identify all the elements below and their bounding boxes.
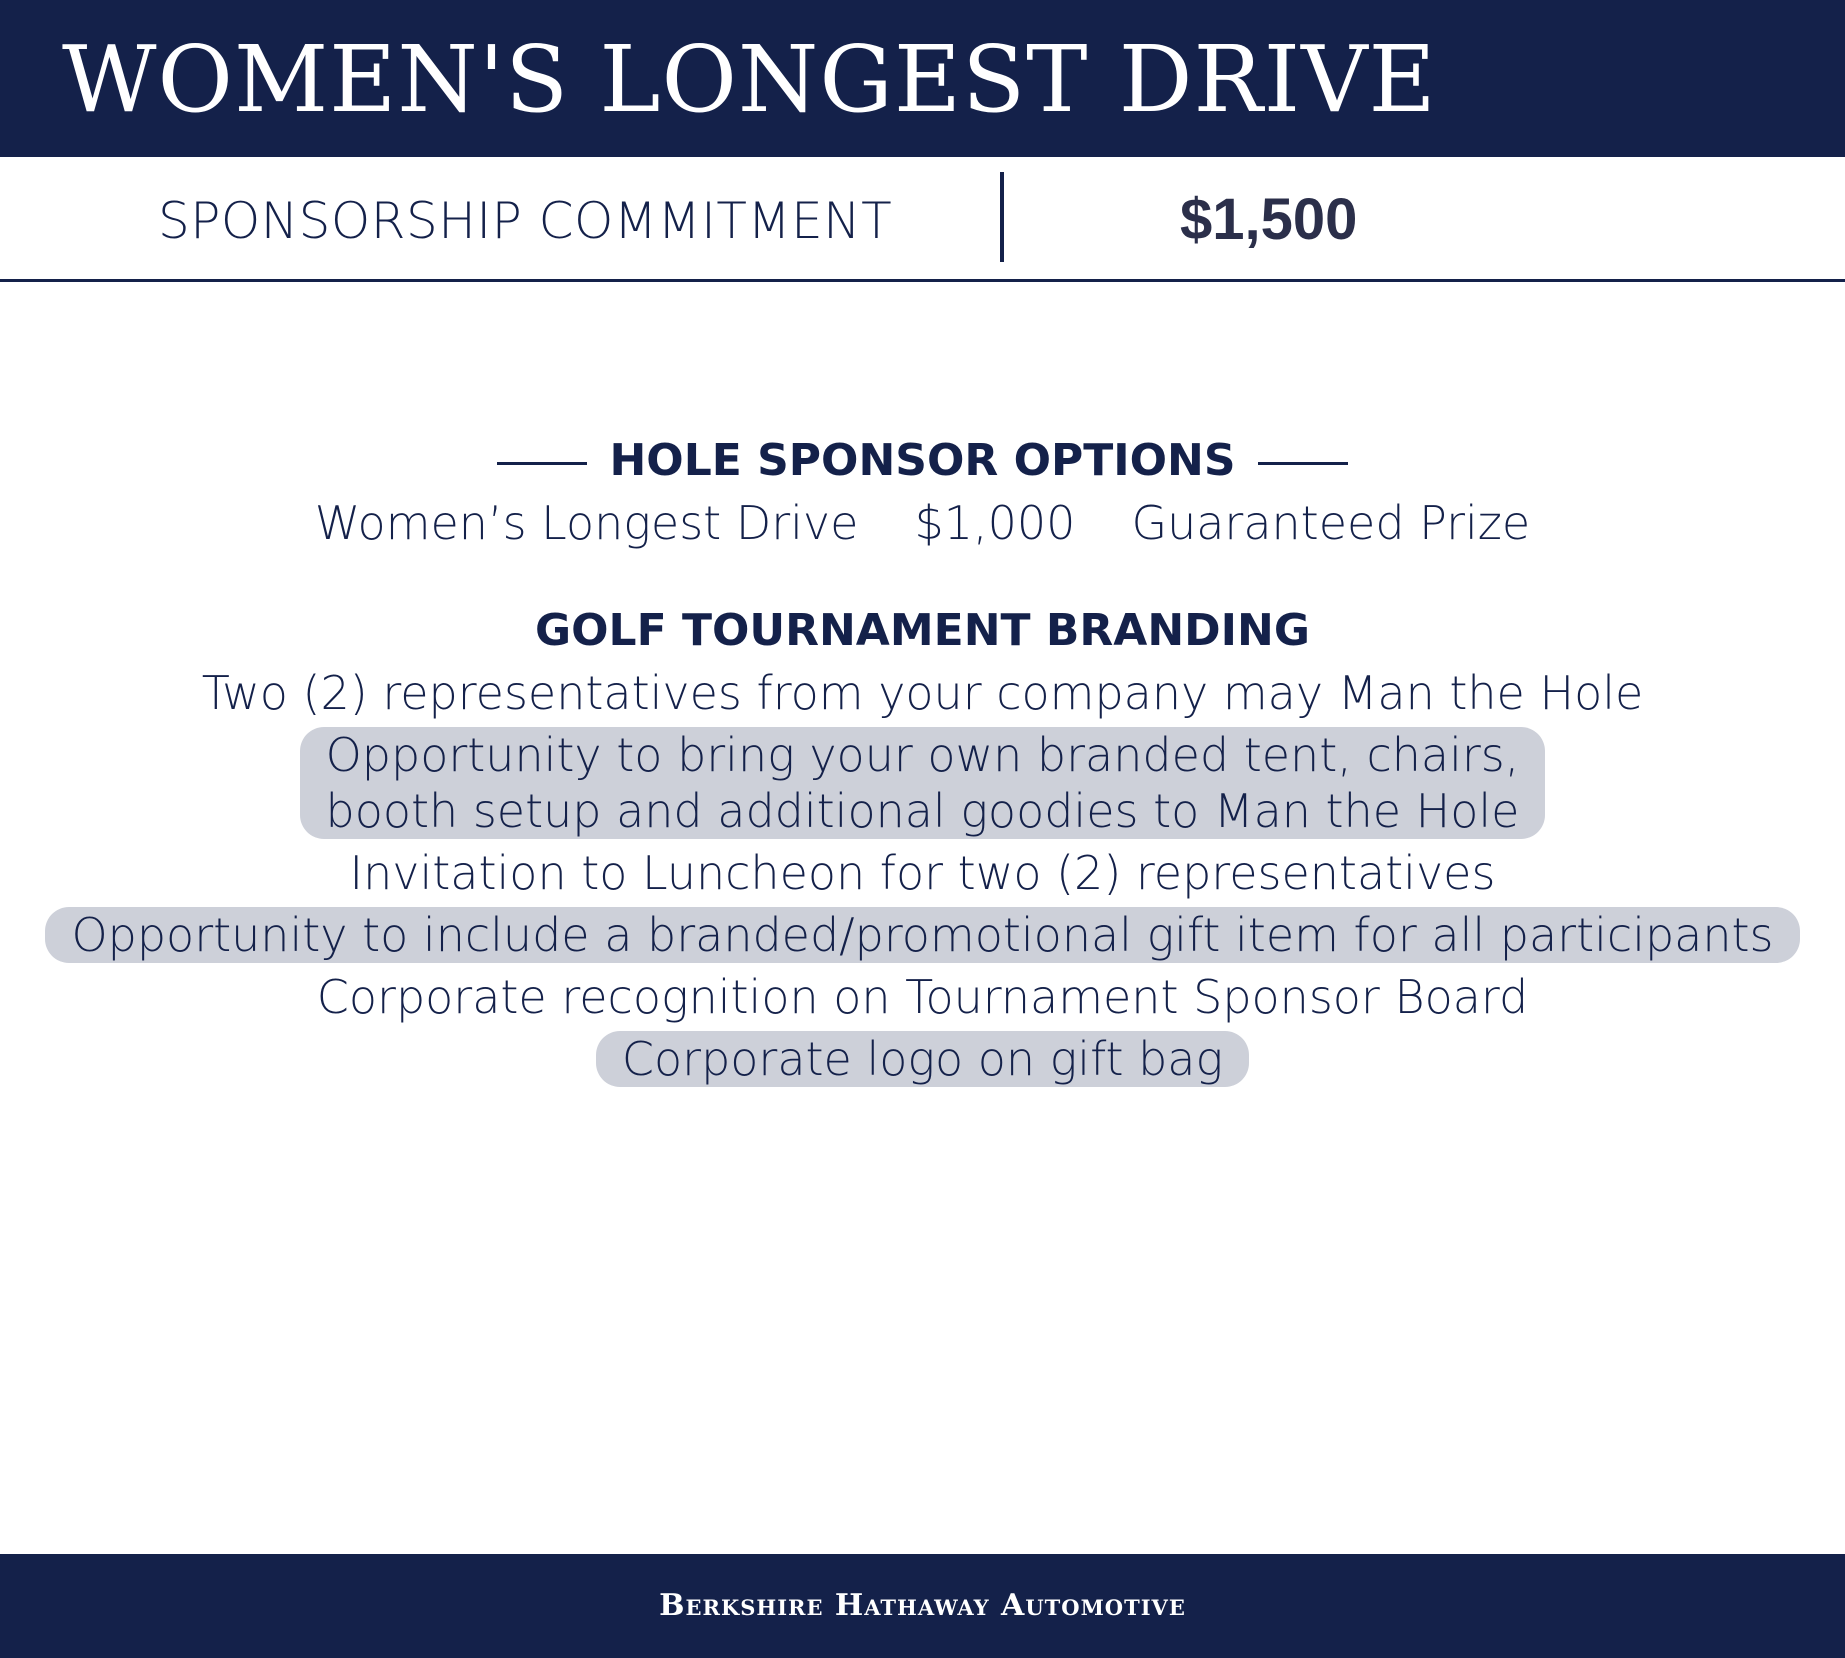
hole-sponsor-heading-text: HOLE SPONSOR OPTIONS [609,435,1236,486]
branding-item [0,904,1845,966]
branding-item-text: Opportunity to bring your own branded tent, chairs, [325,728,1520,782]
content [0,430,1845,1090]
page-title: WOMEN'S LONGEST DRIVE [62,26,1437,133]
footer-company-name: Berkshire Hathaway Automotive [659,1588,1186,1623]
hole-sponsor-heading [0,430,1845,492]
option-description: Guaranteed Prize [1131,496,1531,550]
highlighted-branding-item: Opportunity to include a branded/promotional gift item for all participants [45,907,1799,963]
option-amount: $1,000 [914,496,1076,550]
hole-sponsor-option [0,492,1845,554]
heading-rule-right [1258,462,1348,465]
section-spacer [0,554,1845,600]
branding-item [0,662,1845,724]
highlighted-branding-item: Corporate logo on gift bag [596,1031,1249,1087]
highlighted-branding-item [300,727,1546,839]
commitment-amount: $1,500 [1180,187,1358,252]
vertical-divider [1000,172,1004,262]
sponsorship-commitment-row [0,157,1845,282]
branding-item [0,966,1845,1028]
branding-item-text: Invitation to Luncheon for two (2) representatives [349,846,1496,900]
branding-item [0,842,1845,904]
option-name: Women’s Longest Drive [314,496,859,550]
branding-item-text: Corporate recognition on Tournament Sponsor Board [316,970,1529,1024]
branding-item [0,724,1845,842]
footer-bar [0,1554,1845,1658]
branding-item [0,1028,1845,1090]
title-bar [0,0,1845,157]
commitment-label: SPONSORSHIP COMMITMENT [158,192,893,250]
branding-heading-text: GOLF TOURNAMENT BRANDING [535,605,1310,656]
branding-item-text: Two (2) representatives from your company may Man the Hole [201,666,1644,720]
heading-rule-left [497,462,587,465]
branding-heading [0,600,1845,662]
branding-item-text: booth setup and additional goodies to Man the Hole [325,784,1520,838]
